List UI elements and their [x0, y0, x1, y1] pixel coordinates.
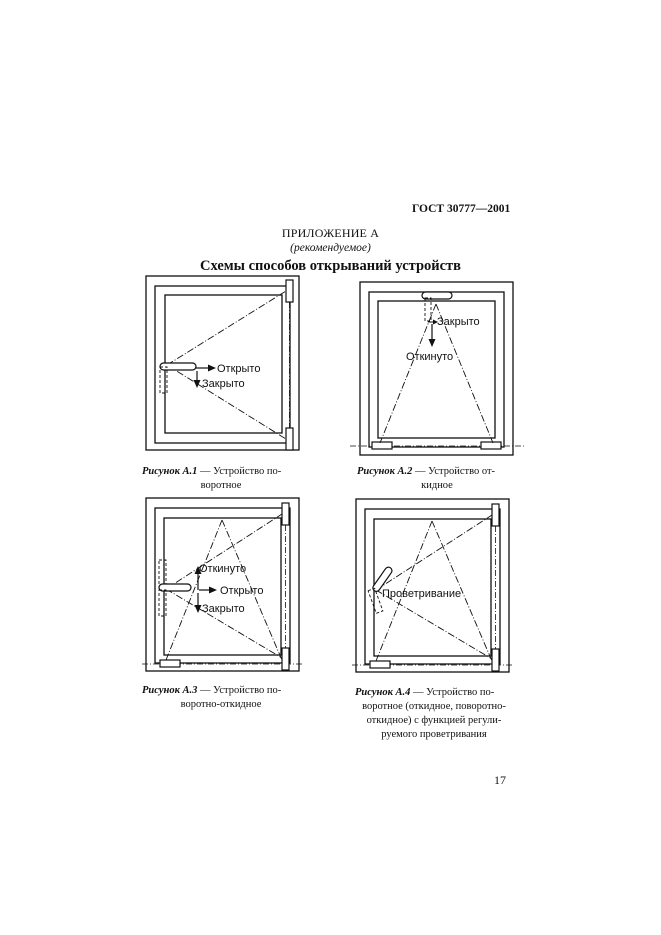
- left-hinge: [160, 660, 180, 667]
- handle-icon: [160, 363, 196, 370]
- figure-a2-diagram: [350, 280, 525, 460]
- figure-a2-caption: [357, 465, 517, 493]
- caption-label: Рисунок А.3: [142, 685, 198, 696]
- figure-a1-caption: [142, 465, 300, 493]
- opening-line-left: [380, 304, 436, 443]
- figure-a1-diagram: [145, 275, 305, 455]
- label-closed: Закрыто: [202, 378, 245, 390]
- caption-text-cont: откидное) с функцией регули-: [366, 715, 502, 726]
- right-hinge: [481, 442, 501, 449]
- opening-line-bottom: [376, 590, 492, 659]
- figure-a3-diagram: [142, 496, 304, 678]
- figure-a4-caption: [355, 686, 513, 742]
- caption-label: Рисунок А.1: [142, 466, 198, 477]
- bottom-hinge: [282, 648, 289, 670]
- appendix-subtitle: (рекомендуемое): [290, 242, 371, 254]
- top-hinge: [286, 280, 293, 302]
- label-tilted: Откинуто: [199, 563, 247, 575]
- bottom-hinge: [492, 649, 499, 671]
- appendix-title: ПРИЛОЖЕНИЕ А: [281, 226, 380, 240]
- label-closed: Закрыто: [202, 603, 245, 615]
- handle-icon: [159, 584, 191, 591]
- caption-label: Рисунок А.4: [355, 687, 411, 698]
- caption-text-cont: кидное: [421, 480, 453, 491]
- caption-text-cont: воротно-откидное: [180, 699, 262, 710]
- left-hinge: [372, 442, 392, 449]
- caption-dash: —: [413, 687, 424, 698]
- top-hinge: [492, 504, 499, 526]
- label-tilted: Откинуто: [406, 351, 454, 363]
- figure-a3-caption: [142, 684, 300, 712]
- standard-code: ГОСТ 30777—2001: [412, 203, 511, 215]
- handle-closed-icon: [368, 588, 383, 613]
- label-open: Открыто: [220, 585, 264, 597]
- top-hinge: [282, 503, 289, 525]
- caption-text: Устройство по-: [426, 687, 495, 698]
- page-heading: Схемы способов открываний устройств: [199, 258, 462, 274]
- handle-closed-icon: [159, 590, 166, 616]
- caption-dash: —: [200, 685, 211, 696]
- caption-text-cont: воротное (откидное, поворотно-: [362, 701, 506, 712]
- opening-line-top: [167, 291, 286, 365]
- opening-line-bottom: [166, 589, 282, 658]
- window-inner-frame: [365, 509, 500, 664]
- label-ventilation: Проветривание: [382, 588, 462, 600]
- handle-closed-icon: [160, 367, 167, 393]
- caption-text: Устройство от-: [428, 466, 496, 477]
- figure-a4-diagram: [352, 497, 512, 679]
- caption-text-cont: руемого проветривания: [381, 729, 487, 740]
- left-hinge: [370, 661, 390, 668]
- caption-text: Устройство по-: [213, 466, 282, 477]
- caption-text-cont: воротное: [200, 480, 242, 491]
- caption-dash: —: [200, 466, 211, 477]
- page-number: 17: [494, 773, 506, 787]
- label-open: Открыто: [217, 363, 261, 375]
- window-outer-frame: [360, 282, 513, 455]
- caption-dash: —: [415, 466, 426, 477]
- caption-text: Устройство по-: [213, 685, 282, 696]
- opening-line-bottom: [167, 365, 286, 439]
- caption-label: Рисунок А.2: [357, 466, 413, 477]
- bottom-hinge: [286, 428, 293, 450]
- label-closed: Закрыто: [437, 316, 480, 328]
